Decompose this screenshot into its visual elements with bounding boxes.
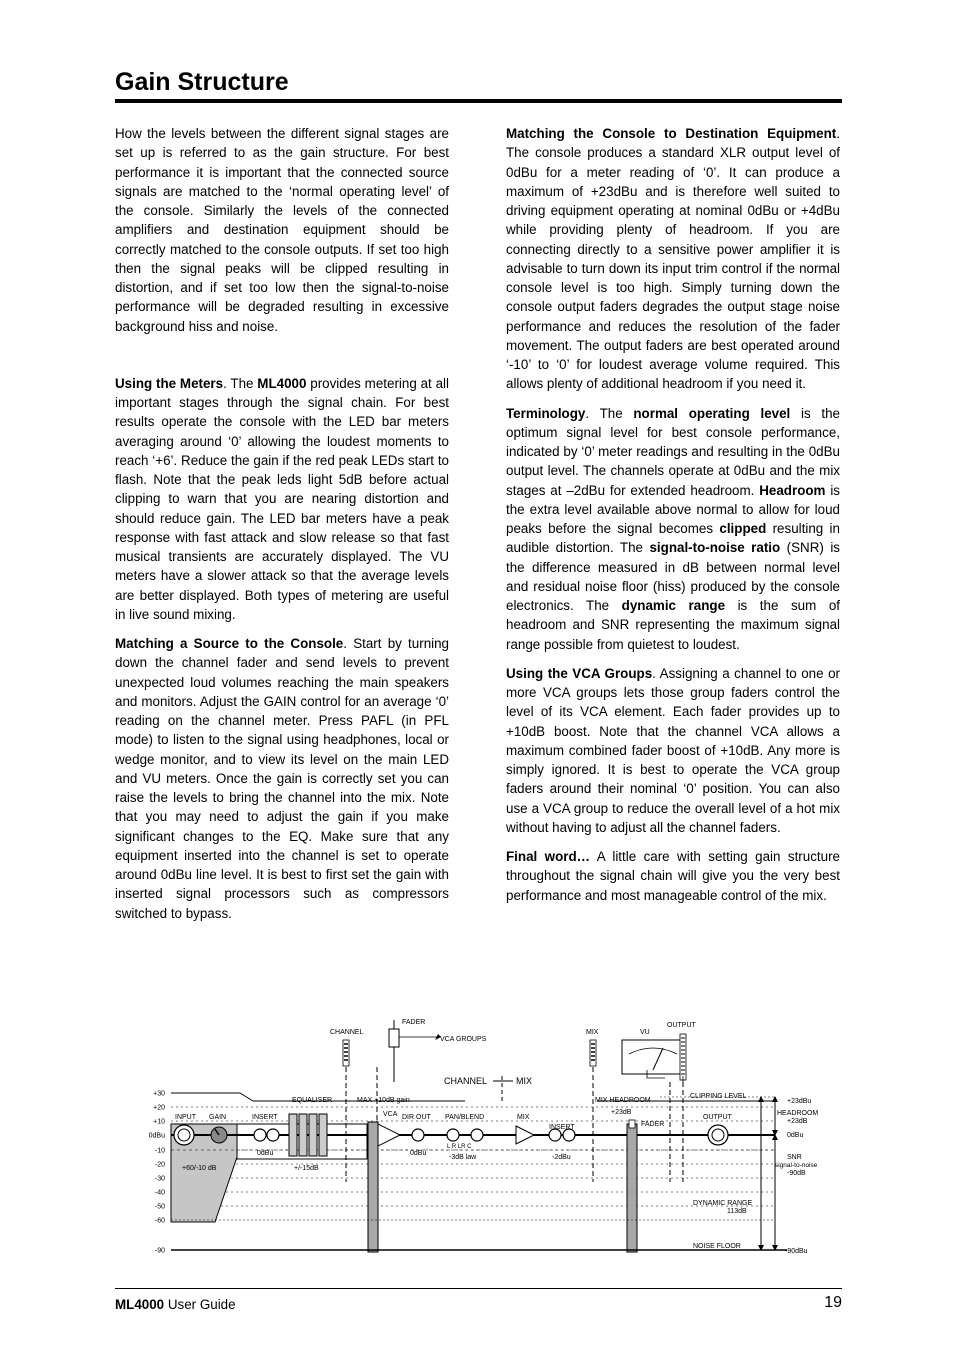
- insert-return-jack-icon: [267, 1129, 279, 1141]
- mix-level-label: -2dBu: [552, 1154, 571, 1161]
- headroom-label: HEADROOM: [777, 1110, 819, 1117]
- gain-label: GAIN: [209, 1114, 227, 1121]
- eq-band-2: [299, 1114, 307, 1156]
- terminology-paragraph: [506, 404, 840, 654]
- mix-headroom-value: +23dB: [611, 1109, 632, 1116]
- snr-description: signal-to-noise: [775, 1162, 818, 1169]
- vca-fader-column: [368, 1122, 378, 1252]
- fader-label: FADER: [402, 1019, 426, 1026]
- destination-heading: Matching the Console to Destination Equipment: [506, 126, 837, 141]
- eq-range-label: +/-15dB: [294, 1165, 319, 1172]
- title-rule: [115, 99, 842, 103]
- scale-tick-label: 0dBu: [148, 1132, 165, 1140]
- brand-name: ML4000: [257, 375, 307, 391]
- mix-meter-label: MIX: [586, 1029, 599, 1036]
- snr-value: -90dB: [787, 1170, 806, 1177]
- right-column: [506, 124, 840, 915]
- clipping-level-label: CLIPPING LEVEL: [690, 1093, 747, 1100]
- dir-out-jack-icon: [412, 1129, 424, 1141]
- mix-led-segments: [591, 1044, 595, 1060]
- dynamic-range-arrowhead-top: [758, 1096, 764, 1102]
- pan-blend-label: PAN/BLEND: [445, 1114, 485, 1121]
- gain-range-label: +60/-10 dB: [182, 1165, 217, 1172]
- vca-label: VCA: [383, 1111, 398, 1118]
- final-paragraph: [506, 847, 840, 905]
- scale-tick-label: +20: [153, 1104, 165, 1112]
- dir-out-label: DIR OUT: [402, 1114, 431, 1121]
- channel-section-label: CHANNEL: [444, 1076, 488, 1086]
- output-xlr-icon: [708, 1125, 728, 1145]
- top-bar-slope: [240, 1093, 253, 1101]
- term-text-2: is the optimum signal level for best console performance, indicated by ‘0’ meter readings and resulting in the 0dBu output level. The channels operate at 0dBu and the mix stages at –2dBu for extended headroom.: [506, 405, 841, 498]
- insert-label: INSERT: [252, 1114, 278, 1121]
- pan-knob-icon: [447, 1129, 459, 1141]
- final-heading: Final word…: [506, 849, 591, 864]
- footer-rule: [115, 1288, 842, 1289]
- mix-fader-knob: [629, 1120, 635, 1128]
- scale-tick-label: -10: [154, 1147, 165, 1155]
- meters-text-b: provides metering at all important stages through the signal chain. For best results operate the console with the LED bar meters averaging around ‘0’ allowing the loudest moments to reach ‘+6’. Reduce the gain if the red peak LEDs start to flash. Note that the peak leds light 5dB before actual clipping to warn that you are nearing distortion and should reduce gain. The LED bar meters have a peak response with fast attack and slow release so that fast musical transients are accurately displayed. The VU meters have a slower attack so that the average levels are better displayed. Both types of metering are useful in live sound mixing.: [115, 375, 449, 622]
- noise-floor-label: NOISE FLOOR: [693, 1243, 741, 1250]
- scale-tick-label: -50: [154, 1203, 165, 1211]
- vu-needle: [653, 1048, 663, 1070]
- term-text-5: (SNR) is the difference measured in dB between normal level and residual noise floor (hiss) produced by the console electronics. The: [506, 540, 840, 613]
- right-zero-label: 0dBu: [787, 1132, 804, 1139]
- intro-paragraph: How the levels between the different signal stages are set up is referred to as the gain structure. For best performance it is important that the connected source signals are matched to the ‘normal operating level’ of the console. Similarly the levels of the connected amplifiers and destination equipment should be correctly matched to the console outputs. If set too high then the signal peaks will be clipped resulting in distortion, and if set too low then the signal-to-noise performance will be degraded resulting in excessive background hiss and noise.: [115, 126, 449, 334]
- vca-amp-icon: [378, 1124, 400, 1146]
- final-text: A little care with setting gain structure throughout the signal chain will give you the very best performance and most manageable control of the mix.: [506, 849, 840, 903]
- input-xlr-icon: [174, 1125, 194, 1145]
- channel-led-segments: [344, 1044, 348, 1060]
- blend-knob-icon: [471, 1129, 483, 1141]
- mix-amp-icon: [516, 1126, 534, 1144]
- scale-tick-label: +10: [153, 1118, 165, 1126]
- fader-knob: [389, 1029, 399, 1047]
- mix-fader-label: FADER: [641, 1121, 665, 1128]
- dynamic-range-label: DYNAMIC RANGE: [693, 1200, 753, 1207]
- left-column: [115, 124, 449, 933]
- term-bold-3: clipped: [719, 521, 767, 536]
- term-text-3: is the extra level available above normal to allow for loud peaks before the signal becomes: [506, 482, 840, 536]
- source-paragraph: [115, 634, 449, 923]
- mix-section-label: MIX: [516, 1076, 533, 1086]
- headroom-value: +23dB: [787, 1118, 808, 1125]
- dynamic-range-value: 113dB: [727, 1208, 747, 1215]
- term-text-1: . The: [585, 405, 634, 421]
- scale-tick-label: -90: [154, 1247, 165, 1255]
- footer-guide: User Guide: [164, 1297, 236, 1312]
- vu-scale: [629, 1048, 677, 1054]
- insert-level-label: 0dBu: [257, 1150, 274, 1157]
- meters-heading: Using the Meters: [115, 375, 224, 391]
- pan-law-label: -3dB law: [449, 1154, 477, 1161]
- dir-out-level-label: 0dBu: [410, 1150, 427, 1157]
- channel-meter-label: CHANNEL: [330, 1029, 364, 1036]
- mix-label: MIX: [517, 1114, 530, 1121]
- term-text-4: resulting in audible distortion. The: [506, 521, 840, 556]
- page-number: 19: [824, 1294, 842, 1311]
- term-bold-2: Headroom: [759, 482, 826, 498]
- noise-floor-value: -90dBu: [785, 1248, 808, 1255]
- term-bold-4: signal-to-noise ratio: [649, 540, 781, 556]
- vca-groups-label: VCA GROUPS: [440, 1036, 487, 1043]
- snr-label: SNR: [787, 1154, 802, 1161]
- eq-band-3: [309, 1114, 317, 1156]
- page-title: Gain Structure: [115, 68, 289, 96]
- scale-tick-label: +30: [153, 1090, 165, 1098]
- pan-lr-label: L R LR C: [447, 1144, 472, 1150]
- mix-insert-label: INSERT: [549, 1124, 575, 1131]
- footer-guide-title: [115, 1297, 236, 1312]
- meters-text-a: . The: [223, 375, 258, 391]
- source-text: . Start by turning down the channel fader and send levels to prevent unexpected loud volumes reaching the main speakers and monitors. Adjust the GAIN control for an average ‘0’ reading on the channel meter. Press PAFL (in PFL mode) to listen to the signal using headphones, local or wedge monitor, and to view its level on the main LED and VU meters. Once the gain is correctly set you can raise the levels to bring the channel into the mix. Note that you may need to adjust the gain if you make significant changes to the EQ. Make sure that any equipment inserted into the channel is set to operate around 0dBu line level. It is best to first set the gain with inserted signal processors such as compressors switched to bypass.: [115, 636, 450, 921]
- mix-headroom-label: MIX HEADROOM: [595, 1097, 651, 1104]
- scale-tick-label: -20: [154, 1161, 165, 1169]
- destination-text: . The console produces a standard XLR output level of 0dBu for a meter reading of ‘0’. It can produce a maximum of +23dBu and is therefore well suited to driving equipment operating at nominal 0dBu or +4dBu while providing plenty of headroom. If you are connecting directly to a sensitive power amplifier it is advisable to turn down its input trim control if the normal console level is too high. Simply turning down the console output faders degrades the output stage noise performance and reduces the resolution of the fader movement. The output faders are best operated around ‘-10’ to ‘0’ for loudest average volume required. This allows plenty of additional headroom if you need it.: [506, 126, 840, 392]
- mix-fader-column: [627, 1124, 637, 1252]
- vca-paragraph: [506, 664, 840, 837]
- term-bold-5: dynamic range: [621, 598, 726, 613]
- vu-label: VU: [640, 1029, 650, 1036]
- output-meter-label: OUTPUT: [667, 1022, 696, 1029]
- output-led-meter: [680, 1034, 686, 1080]
- gain-structure-diagram: [135, 1012, 825, 1262]
- meters-paragraph: [115, 374, 449, 624]
- scale-tick-label: -60: [154, 1217, 165, 1225]
- vca-text: . Assigning a channel to one or more VCA groups lets those group faders control the level of its VCA element. Each fader provides up to +10dB boost. Note that the channel VCA allows a maximum combined fader boost of +10dB. Any more is simply ignored. It is best to operate the VCA group faders around their nominal ‘0’ position. You can also use a VCA group to reduce the overall level of a hot mix without having to adjust all the channel faders.: [506, 665, 840, 835]
- term-text-6: is the sum of headroom and SNR representing the maximum signal range possible from quietest to loudest.: [506, 598, 841, 652]
- output-label: OUTPUT: [703, 1114, 732, 1121]
- max-gain-label: MAX +10dB gain: [357, 1097, 410, 1104]
- term-bold-1: normal operating level: [633, 405, 791, 421]
- scale-tick-label: -30: [154, 1175, 165, 1183]
- terminology-heading: Terminology: [506, 405, 586, 421]
- source-heading: Matching a Source to the Console: [115, 636, 344, 651]
- eq-band-4: [319, 1114, 327, 1156]
- max-output-label: +23dBu: [787, 1098, 812, 1105]
- input-label: INPUT: [175, 1114, 196, 1121]
- vca-heading: Using the VCA Groups: [506, 665, 653, 681]
- scale-tick-label: -40: [154, 1189, 165, 1197]
- destination-paragraph: [506, 124, 840, 394]
- insert-send-jack-icon: [254, 1129, 266, 1141]
- equaliser-label: EQUALISER: [292, 1097, 333, 1104]
- eq-band-1: [289, 1114, 297, 1156]
- footer-brand: ML4000: [115, 1297, 165, 1312]
